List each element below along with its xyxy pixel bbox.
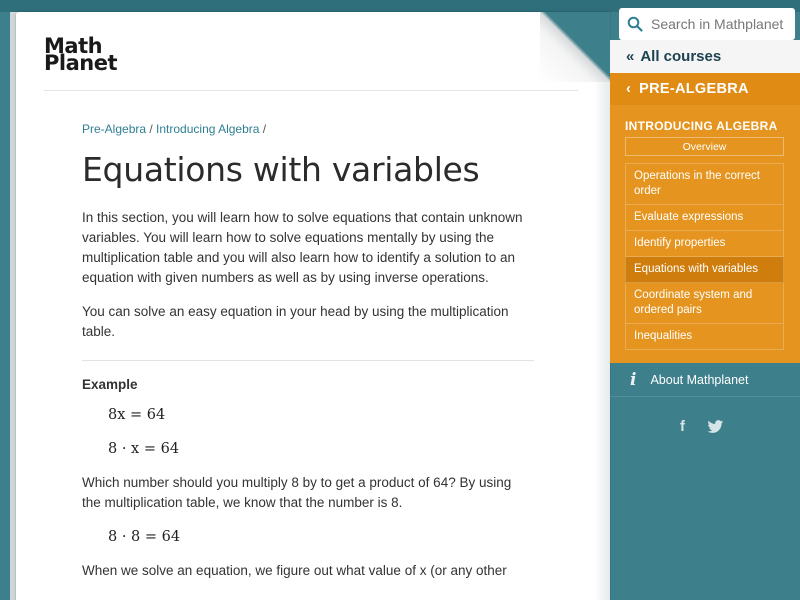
info-icon: i [630, 369, 637, 390]
search-input[interactable] [651, 16, 791, 32]
mathplanet-logo[interactable] [44, 34, 117, 75]
breadcrumb-pre-algebra[interactable]: Pre-Algebra [82, 122, 147, 136]
about-label: About Mathplanet [650, 372, 749, 387]
lesson-list [625, 163, 784, 350]
breadcrumb-separator: / [146, 122, 157, 136]
equation: 8x = 64 [108, 407, 166, 423]
course-header-link[interactable] [610, 73, 800, 105]
course-nav-panel [610, 73, 800, 363]
paragraph: You can solve an easy equation in your head by using the multiplication table. [82, 304, 509, 339]
paragraph: When we solve an equation, we figure out what value of x (or any other [82, 563, 507, 578]
lesson-operations-order[interactable]: Operations in the correct order [625, 163, 784, 205]
page-title: Equations with variables [82, 150, 480, 189]
search-box[interactable] [619, 8, 795, 40]
twitter-icon[interactable] [707, 420, 724, 434]
intro-paragraph: In this section, you will learn how to solve equations that contain unknown variables. You will learn how to solve equations mentally by using the multiplication table and you will also learn how to identify a solution to an equation with given numbers as well as by using inverse operations. [82, 210, 523, 285]
example-heading: Example [82, 377, 138, 392]
equation: 8 · 8 = 64 [108, 529, 181, 545]
lesson-identify-properties[interactable]: Identify properties [625, 231, 784, 257]
course-title: PRE-ALGEBRA [639, 81, 749, 97]
breadcrumb-introducing-algebra[interactable]: Introducing Algebra [156, 122, 260, 136]
about-link[interactable] [610, 363, 800, 397]
facebook-icon[interactable]: f [680, 418, 685, 435]
logo-line-planet: Planet [44, 51, 117, 75]
equation: 8 · x = 64 [108, 441, 180, 457]
all-courses-label: All courses [640, 48, 722, 65]
paragraph: Which number should you multiply 8 by to get a product of 64? By using the multiplication table, we know that the number is 8. [82, 475, 512, 510]
page-curl [540, 12, 610, 82]
article-content [82, 208, 532, 595]
double-chevron-left-icon: « [626, 48, 635, 65]
breadcrumb [82, 122, 266, 136]
lesson-equations-variables[interactable]: Equations with variables [625, 257, 784, 283]
lesson-inequalities[interactable]: Inequalities [625, 324, 784, 350]
social-links [680, 418, 724, 435]
breadcrumb-separator: / [259, 122, 267, 136]
header-divider [44, 90, 578, 91]
section-divider [82, 360, 534, 361]
overview-link[interactable]: Overview [625, 137, 784, 156]
paper-shade [594, 12, 610, 600]
section-title[interactable]: INTRODUCING ALGEBRA [625, 119, 778, 133]
lesson-evaluate-expressions[interactable]: Evaluate expressions [625, 205, 784, 231]
logo-line-math: Math [44, 34, 103, 58]
all-courses-link[interactable] [610, 40, 800, 73]
chevron-left-icon: ‹ [626, 81, 632, 97]
search-icon [627, 16, 643, 32]
lesson-coordinate-system[interactable]: Coordinate system and ordered pairs [625, 283, 784, 324]
